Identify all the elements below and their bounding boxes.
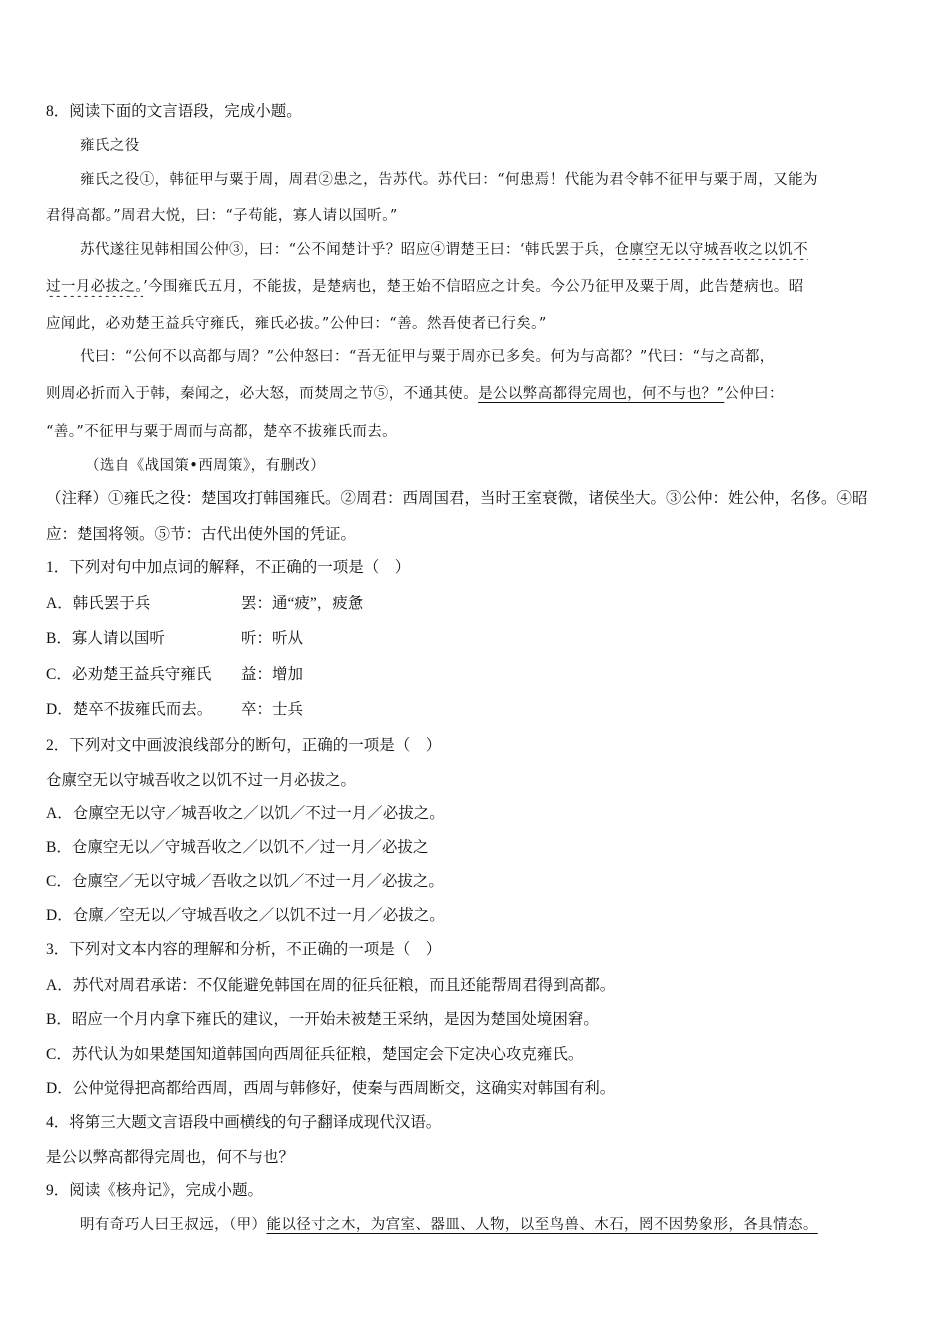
option-explanation: 卒：士兵 xyxy=(241,701,304,718)
option-sentence: B．寡人请以国听 xyxy=(46,630,165,647)
annotation-line1: （注释）①雍氏之役：楚国攻打韩国雍氏。②周君：西周国君，当时王室衰微，诸侯坐大。③公仲：姓公仲，名侈。④昭 xyxy=(46,490,868,507)
option-sentence: C．必劝楚王益兵守雍氏 xyxy=(46,666,212,683)
option-sentence: D．楚卒不拔雍氏而去。 xyxy=(46,701,213,718)
sub-question-1-option-b xyxy=(46,629,906,649)
passage-text: 公仲曰： xyxy=(724,386,784,402)
sub-question-1-stem: 1．下列对句中加点词的解释，不正确的一项是（ ） xyxy=(46,559,411,576)
sub-question-3-option-a: A．苏代对周君承诺：不仅能避免韩国在周的征兵征粮，而且还能帮周君得到高都。 xyxy=(46,977,616,994)
sub-question-4-stem: 4．将第三大题文言语段中画横线的句子翻译成现代汉语。 xyxy=(46,1114,442,1131)
passage-text: 明有奇巧人曰王叔远，（甲） xyxy=(80,1217,267,1233)
passage-para2-line2 xyxy=(46,277,906,297)
passage-para2-line3: 应闻此，必劝楚王益兵守雍氏，雍氏必拔。”公仲曰：“善。然吾使者已行矣。” xyxy=(46,316,547,332)
sub-question-4-sentence: 是公以弊高都得完周也，何不与也？ xyxy=(46,1149,295,1166)
passage-para2-line1 xyxy=(80,240,906,260)
passage-para3-line2 xyxy=(46,384,906,404)
question-9-heading: 9．阅读《核舟记》，完成小题。 xyxy=(46,1182,264,1199)
question-9-passage-line1 xyxy=(80,1215,906,1235)
passage-text: 则周必折而入于韩，秦闻之，必大怒，而焚周之节⑤，不通其使。 xyxy=(46,386,479,402)
option-explanation: 益：增加 xyxy=(241,666,304,683)
sub-question-2-option-c: C．仓廪空／无以守城／吾收之以饥／不过一月／必拔之。 xyxy=(46,873,444,890)
sub-question-2-stem: 2．下列对文中画波浪线部分的断句，正确的一项是（ ） xyxy=(46,737,442,754)
sub-question-3-option-b: B．昭应一个月内拿下雍氏的建议，一开始未被楚王采纳，是因为楚国处境困窘。 xyxy=(46,1011,599,1028)
underlined-sentence: 是公以弊高都得完周也，何不与也？” xyxy=(478,386,725,402)
underlined-sentence: 能以径寸之木，为宫室、器皿、人物，以至鸟兽、木石，罔不因势象形，各具情态。 xyxy=(266,1217,818,1233)
passage-text: ’今围雍氏五月，不能拔，是楚病也，楚王始不信昭应之计矣。今公乃征甲及粟于周，此告楚病也。昭 xyxy=(143,279,804,295)
question-8-heading: 8．阅读下面的文言语段，完成小题。 xyxy=(46,103,302,120)
option-explanation: 罢：通“疲”，疲惫 xyxy=(241,595,364,612)
passage-para1-line1: 雍氏之役①，韩征甲与粟于周，周君②患之，告苏代。苏代曰：“何患焉！代能为君令韩不征甲与粟于周，又能为 xyxy=(80,172,818,188)
sub-question-2-sentence: 仓廪空无以守城吾收之以饥不过一月必拔之。 xyxy=(46,772,357,789)
sub-question-3-option-d: D．公仲觉得把高都给西周，西周与韩修好，使秦与西周断交，这确实对韩国有利。 xyxy=(46,1080,616,1097)
option-explanation: 听：听从 xyxy=(241,630,304,647)
passage-para3-line1: 代曰：“公何不以高都与周？”公仲怒曰：“吾无征甲与粟于周亦已多矣。何为与高都？”代曰：“与之高都， xyxy=(80,349,775,365)
sub-question-2-option-a: A．仓廪空无以守／城吾收之／以饥／不过一月／必拔之。 xyxy=(46,805,445,822)
wavy-underlined-text: 过一月必拔之。 xyxy=(46,279,144,295)
sub-question-1-option-c xyxy=(46,665,906,685)
passage-para3-line3: “善。”不征甲与粟于周而与高都，楚卒不拔雍氏而去。 xyxy=(46,424,398,440)
passage-title: 雍氏之役 xyxy=(80,138,140,154)
option-sentence: A．韩氏罢于兵 xyxy=(46,595,151,612)
sub-question-2-option-d: D．仓廪／空无以／守城吾收之／以饥不过一月／必拔之。 xyxy=(46,907,445,924)
wavy-underlined-text: 仓廪空无以守城吾收之以饥不 xyxy=(614,242,809,258)
passage-para1-line2: 君得高都。”周君大悦，曰：“子苟能，寡人请以国听。” xyxy=(46,208,398,224)
annotation-line2: 应：楚国将领。⑤节：古代出使外国的凭证。 xyxy=(46,526,357,543)
sub-question-2-option-b: B．仓廪空无以／守城吾收之／以饥不／过一月／必拔之 xyxy=(46,839,429,856)
sub-question-3-stem: 3．下列对文本内容的理解和分析，不正确的一项是（ ） xyxy=(46,941,442,958)
passage-text: 苏代遂往见韩相国公仲③，曰：“公不闻楚计乎？昭应④谓楚王曰：‘韩氏罢于兵， xyxy=(80,242,615,258)
passage-source: （选自《战国策•西周策》，有删改） xyxy=(85,458,326,474)
sub-question-1-option-a xyxy=(46,594,906,614)
sub-question-1-option-d xyxy=(46,700,906,720)
sub-question-3-option-c: C．苏代认为如果楚国知道韩国向西周征兵征粮，楚国定会下定决心攻克雍氏。 xyxy=(46,1046,584,1063)
